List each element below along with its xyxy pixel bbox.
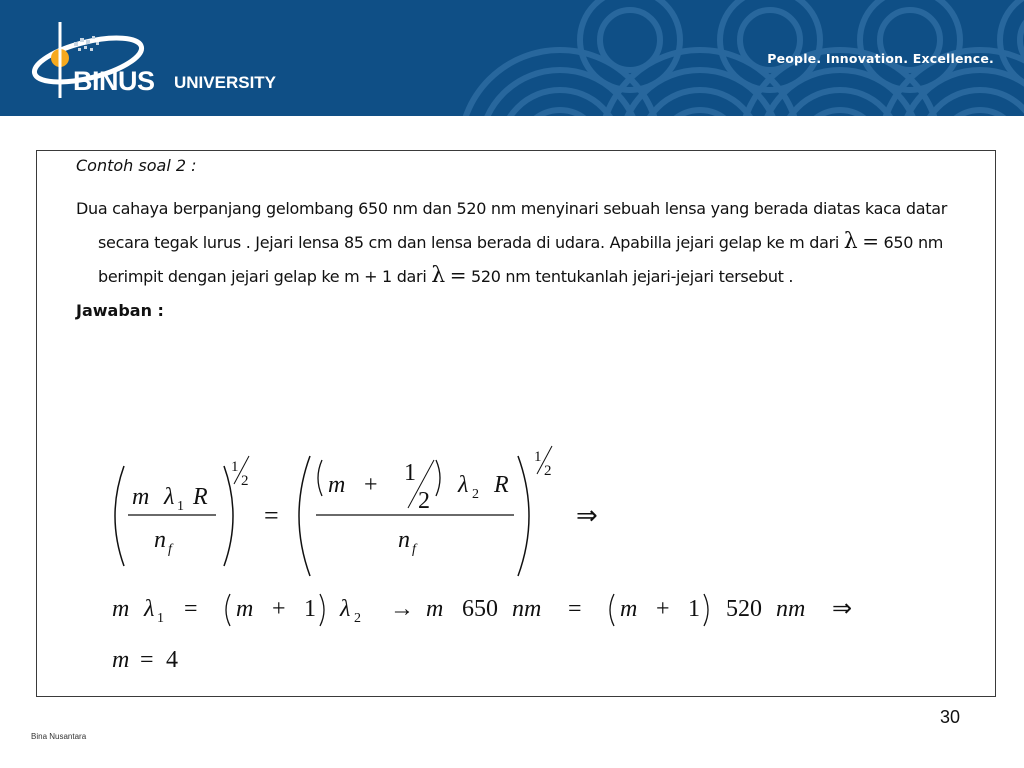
svg-text:λ: λ [164,484,175,510]
svg-text:⇒: ⇒ [832,596,853,622]
svg-text:2: 2 [241,473,249,489]
lambda-symbol: λ [431,263,445,288]
page-number: 30 [940,707,961,727]
svg-text:650: 650 [462,596,498,622]
svg-text:2: 2 [472,487,479,502]
svg-text:m: m [112,647,130,673]
svg-text:m: m [112,596,130,622]
svg-text:2: 2 [354,611,361,626]
svg-text:m: m [132,484,150,510]
problem-part1: Dua cahaya berpanjang gelombang 650 nm dan 520 nm menyinari sebuah lensa yang berada diatas kaca datar secara tegak lurus . Jejari lensa 85 cm dan lensa berada di udara. Apabilla jejari gelap ke m dari [76,199,947,252]
svg-text:f: f [168,542,172,557]
svg-text:λ: λ [340,596,351,622]
equals-symbol: = [862,229,879,253]
svg-text:1: 1 [534,449,542,465]
brand-suffix: UNIVERSITY [174,73,277,92]
svg-text:1: 1 [304,596,316,622]
slide-header [0,0,1024,116]
svg-text:=: = [264,501,279,530]
equation-1 [115,446,598,576]
svg-text:m: m [426,596,444,622]
answer-label: Jawaban : [76,301,164,320]
svg-text:1: 1 [231,459,239,475]
svg-text:n: n [154,527,166,553]
equation-3 [112,647,178,673]
svg-text:+: + [272,596,286,622]
equation-2 [112,594,852,626]
svg-text:1: 1 [157,611,164,626]
problem-part3: 520 nm tentukanlah jejari-jejari tersebut . [471,267,794,286]
svg-text:n: n [398,527,410,553]
svg-text:520: 520 [726,596,762,622]
svg-text:→: → [390,596,414,622]
svg-text:λ: λ [144,596,155,622]
footer-organization: Bina Nusantara [31,732,87,741]
svg-text:+: + [364,472,378,498]
svg-text:=: = [568,596,582,622]
svg-text:2: 2 [544,463,552,479]
brand-name: BINUS [73,66,155,96]
svg-text:nm: nm [776,596,806,622]
svg-text:m: m [328,472,346,498]
svg-text:1: 1 [177,499,184,514]
lambda-symbol: λ [843,229,858,254]
equals-symbol: = [449,263,467,287]
svg-text:f: f [412,542,416,557]
svg-text:λ: λ [458,472,469,498]
svg-text:R: R [494,472,509,498]
example-title: Contoh soal 2 : [76,156,197,175]
svg-text:4: 4 [166,647,178,673]
svg-text:=: = [140,647,154,673]
svg-text:+: + [656,596,670,622]
svg-text:m: m [236,596,254,622]
svg-text:1: 1 [688,596,700,622]
svg-text:⇒: ⇒ [576,501,598,530]
tagline: People. Innovation. Excellence. [767,51,994,66]
svg-text:nm: nm [512,596,542,622]
solution-equations [100,438,880,688]
svg-text:1: 1 [404,460,416,486]
slide-text [76,154,981,339]
svg-text:2: 2 [418,488,430,514]
problem-part2: 650 nm berimpit dengan jejari gelap ke m + 1 dari [98,233,944,286]
svg-text:=: = [184,596,198,622]
svg-text:m: m [620,596,638,622]
problem-statement [76,192,981,293]
svg-text:R: R [193,484,208,510]
